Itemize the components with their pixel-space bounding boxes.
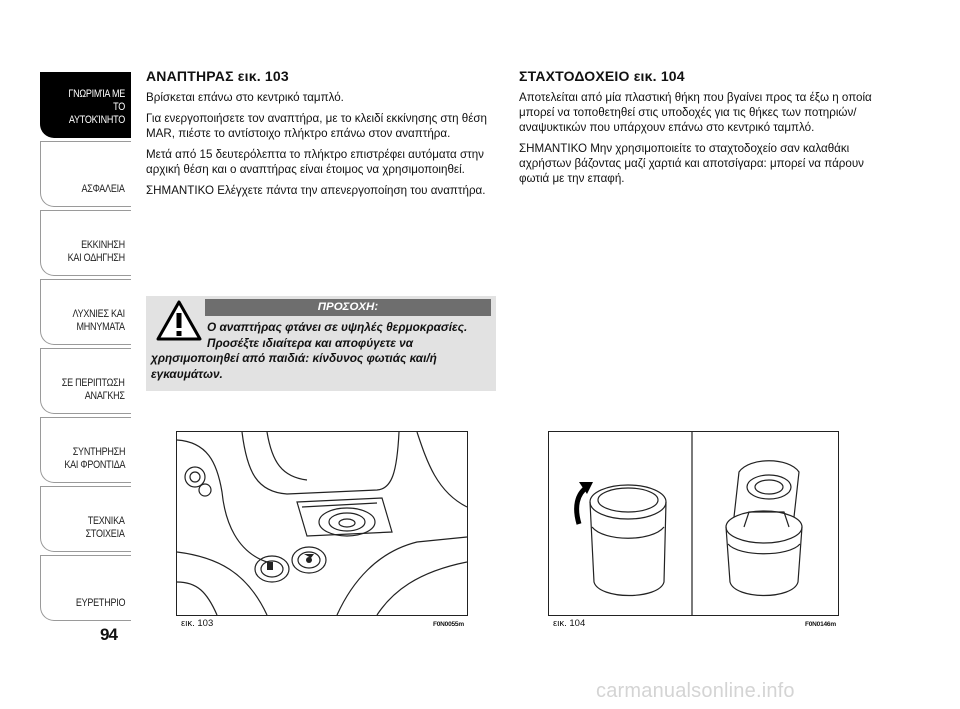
watermark: carmanualsonline.info [596, 680, 795, 702]
tab-index[interactable] [40, 555, 131, 621]
paragraph: Αποτελείται από μία πλαστική θήκη που βγαίνει προς τα έξω η οποία μπορεί να τοποθετηθεί στις υποδοχές για τις θήκες των ποτηριών/αναψυκτικών που υπάρχουν επάνω στο κεντρικό ταμπλό. [519, 91, 872, 134]
tab-label: ΓΝΩΡΙΜΊΑ ΜΕ ΤΟ ΑΥΤΟΚΊΝΗΤΟ [68, 88, 125, 126]
figure-104-ashtray [548, 431, 839, 616]
tab-safety[interactable] [40, 141, 131, 207]
tab-label: ΣΥΝΤΗΡΗΣΗ ΚΑΙ ΦΡΟΝΤΙΔΑ [64, 446, 125, 471]
section-title: ΑΝΑΠΤΗΡΑΣ εικ. 103 [146, 68, 289, 84]
ashtray-section [519, 68, 879, 192]
tab-warning-lights-messages[interactable] [40, 279, 131, 345]
figure-103-cigar-lighter [176, 431, 468, 616]
figure-code: F0N0146m [805, 621, 836, 628]
tab-in-emergency[interactable] [40, 348, 131, 414]
warning-line: Ο αναπτήρας φτάνει σε υψηλές θερμοκρασίες. [207, 320, 468, 334]
figure-caption: εικ. 103 [181, 618, 214, 629]
paragraph: Για ενεργοποιήσετε τον αναπτήρα, με το κλειδί εκκίνησης στη θέση MAR, πιέστε το αντίστοιχο πλήκτρο επάνω στον αναπτήρα. [146, 112, 488, 140]
tab-label: ΕΚΚΙΝΗΣΗ ΚΑΙ ΟΔΗΓΗΣΗ [67, 239, 125, 264]
figure-caption: εικ. 104 [553, 618, 586, 629]
warning-heading: ΠΡΟΣΟΧΗ: [205, 299, 491, 316]
section-title: ΣΤΑΧΤΟΔΟΧΕΙΟ εικ. 104 [519, 68, 685, 84]
tab-label: ΑΣΦΑΛΕΙΑ [81, 183, 125, 195]
page-number: 94 [100, 625, 117, 644]
paragraph: Βρίσκεται επάνω στο κεντρικό ταμπλό. [146, 91, 344, 104]
warning-text [151, 320, 491, 382]
warning-line: Προσέξτε ιδιαίτερα και αποφύγετε να [207, 335, 414, 350]
warning-line: χρησιμοποιηθεί από παιδιά: κίνδυνος φωτιάς και/ή εγκαυμάτων. [151, 351, 437, 381]
tab-technical-data[interactable] [40, 486, 131, 552]
paragraph: Μετά από 15 δευτερόλεπτα το πλήκτρο επιστρέφει αυτόματα στην αρχική θέση και ο αναπτήρας είναι έτοιμος να χρησιμοποιηθεί. [146, 148, 484, 176]
tab-getting-to-know-vehicle[interactable] [40, 72, 131, 138]
tab-maintenance-care[interactable] [40, 417, 131, 483]
ashtray-illustration [549, 432, 838, 615]
tab-label: ΤΕΧΝΙΚΑ ΣΤΟΙΧΕΙΑ [85, 515, 125, 540]
tab-label: ΣΕ ΠΕΡΙΠΤΩΣΗ ΑΝΑΓΚΗΣ [62, 377, 125, 402]
warning-box [146, 296, 496, 391]
paragraph: ΣΗΜΑΝΤΙΚΟ Μην χρησιμοποιείτε το σταχτοδοχείο σαν καλαθάκι αχρήστων βάζοντας μαζί χαρτιά και αποτσίγαρα: μπορεί να πάρουν φωτιά με την επαφή. [519, 142, 864, 185]
paragraph: ΣΗΜΑΝΤΙΚΟ Ελέγχετε πάντα την απενεργοποίηση του αναπτήρα. [146, 184, 486, 197]
cigar-lighter-section [146, 68, 496, 204]
cigar-lighter-illustration [177, 432, 467, 615]
tab-starting-driving[interactable] [40, 210, 131, 276]
figure-code: F0N0055m [433, 621, 464, 628]
tab-label: ΕΥΡΕΤΗΡΙΟ [75, 597, 125, 609]
tab-label: ΛΥΧΝΙΕΣ ΚΑΙ ΜΗΝΥΜΑΤΑ [72, 308, 125, 333]
